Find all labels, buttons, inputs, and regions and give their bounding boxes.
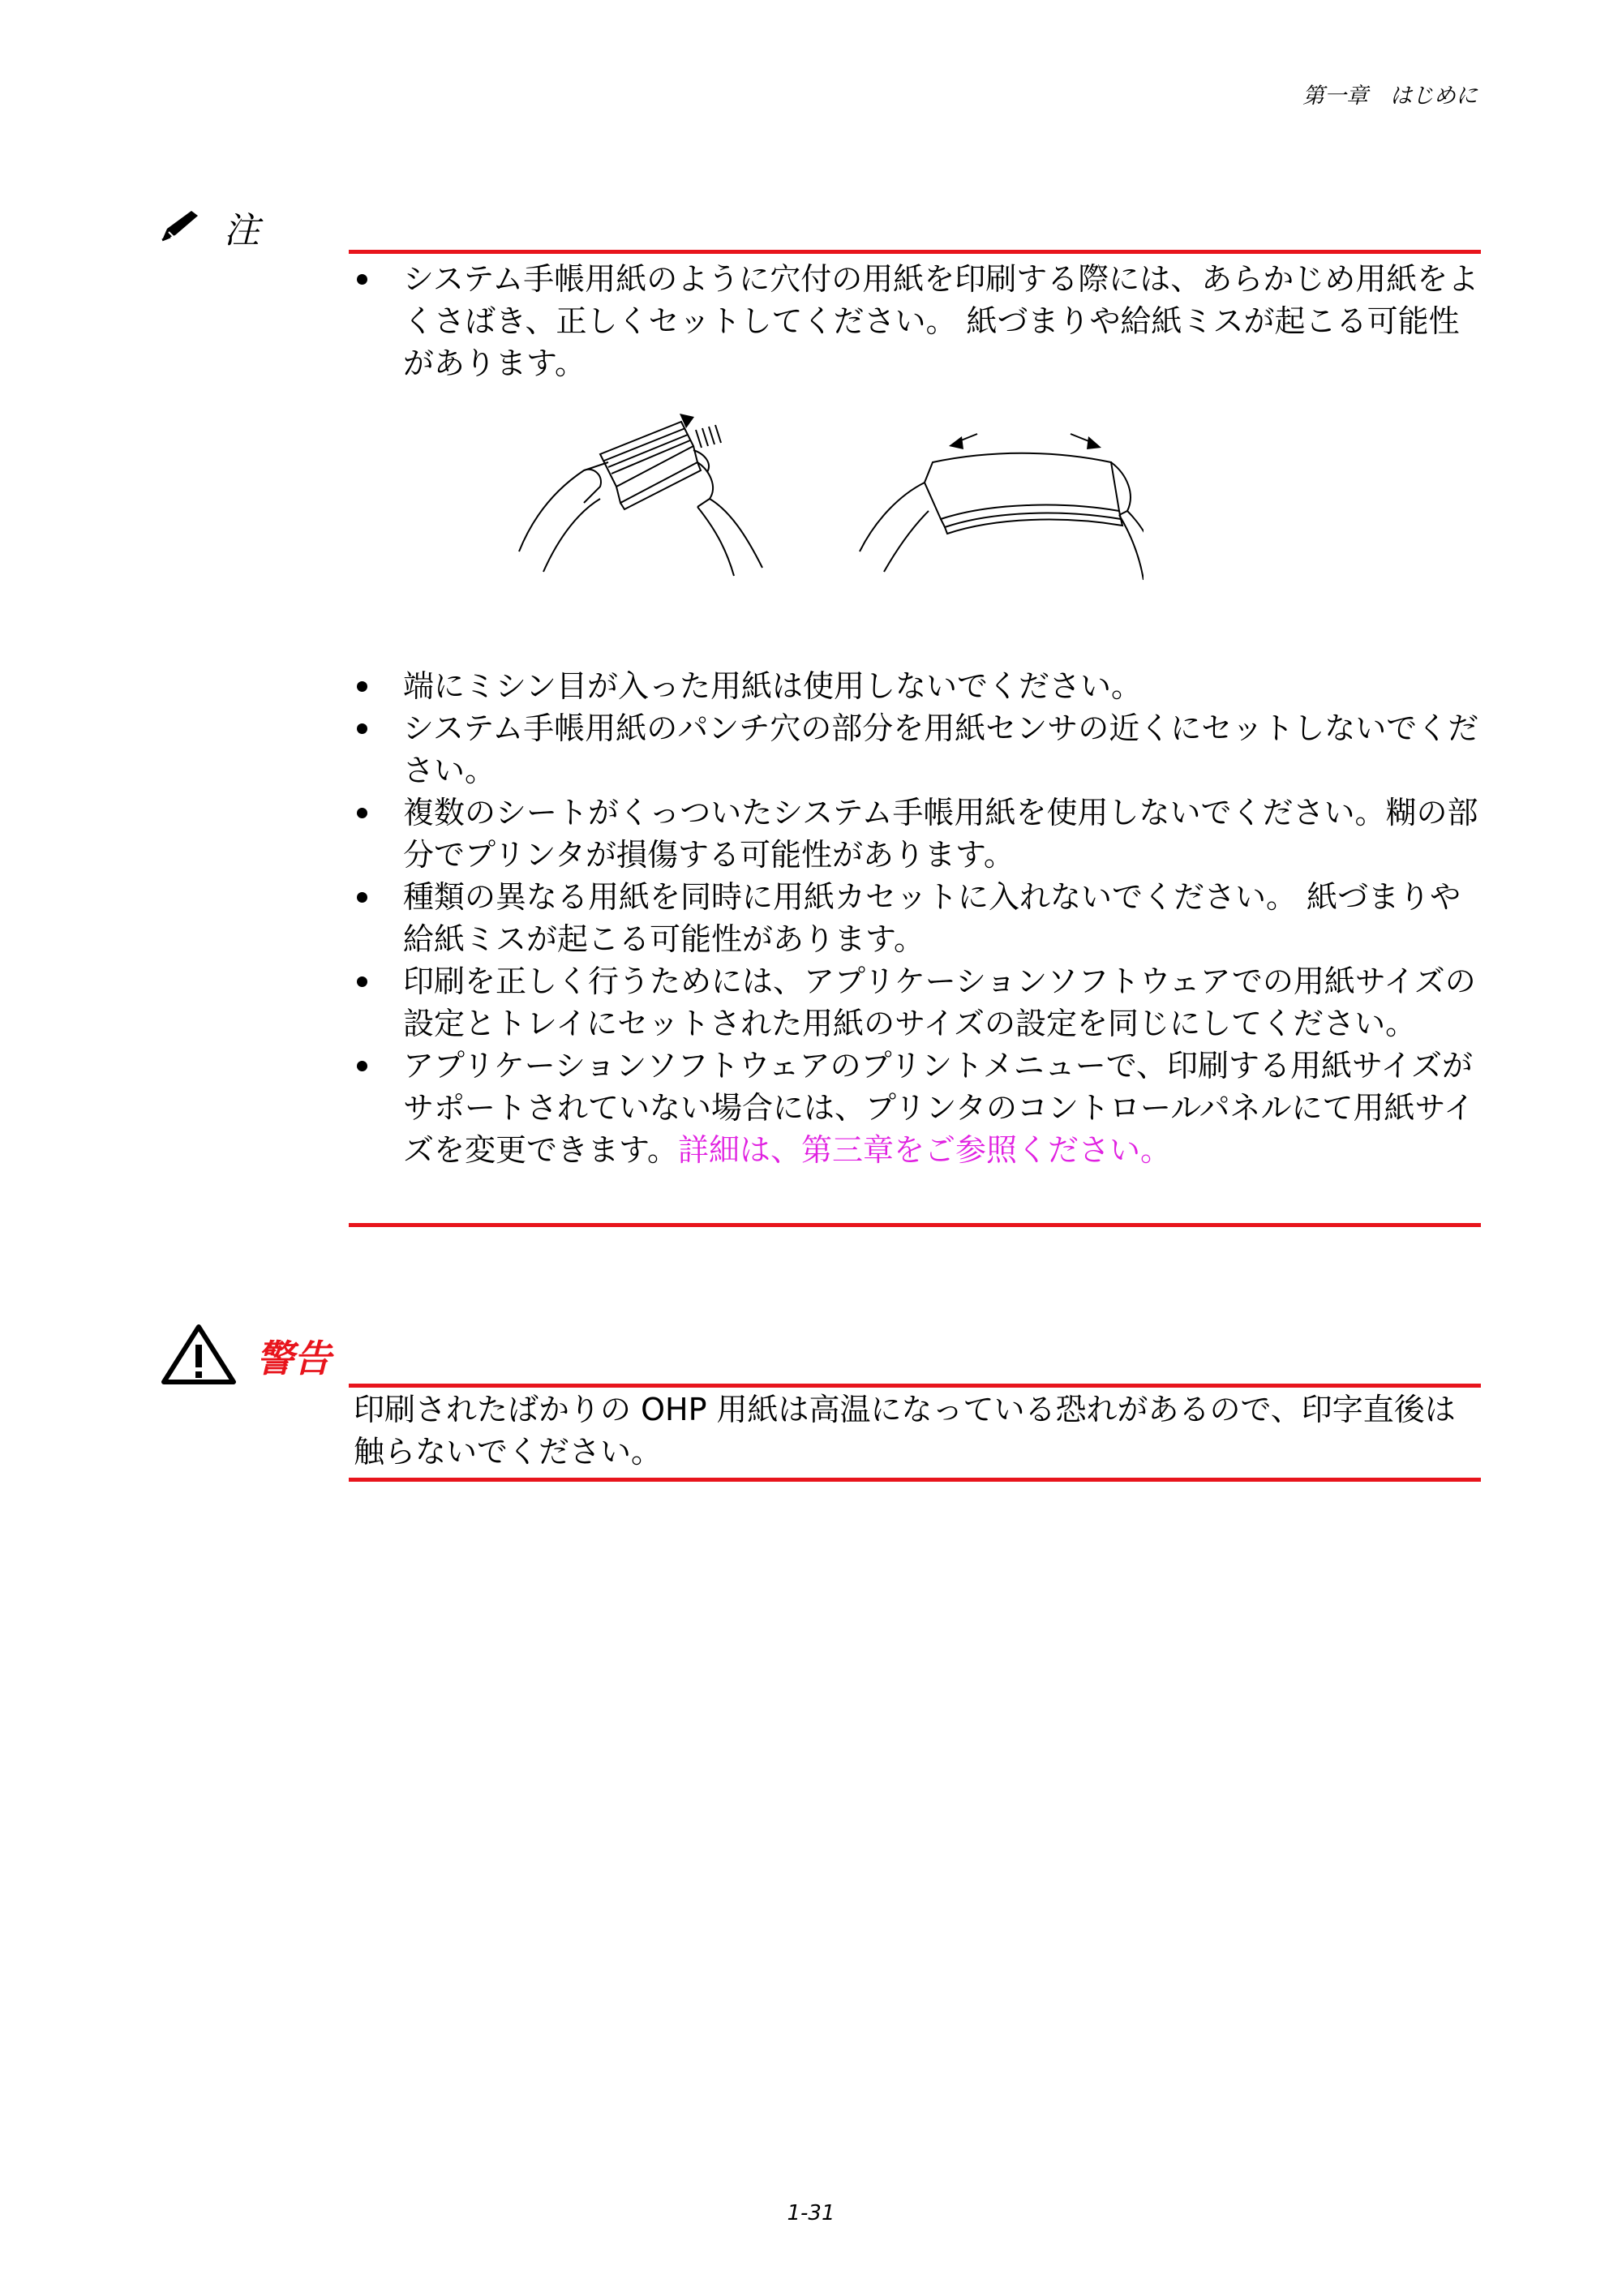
warning-heading — [159, 1322, 331, 1390]
list-item — [349, 960, 1481, 1045]
page-number: 1-31 — [787, 2201, 835, 2225]
warning-bottom-rule — [349, 1478, 1481, 1482]
fanning-paper-illustration — [503, 414, 1144, 588]
list-item — [349, 876, 1481, 960]
bullet-dot — [357, 808, 367, 818]
list-item-text: システム手帳用紙のように穴付の用紙を印刷する際には、あらかじめ用紙をよくさばき、正しくセットしてください。 紙づまりや給紙ミスが起こる可能性があります。 — [403, 261, 1479, 381]
note-top-rule — [349, 250, 1481, 254]
note-heading — [159, 201, 260, 253]
bullet-dot — [357, 723, 367, 734]
list-item — [349, 707, 1481, 792]
list-item — [349, 1045, 1481, 1171]
note-title: 注 — [224, 210, 260, 251]
bullet-dot — [357, 274, 367, 285]
warning-triangle-icon — [159, 1322, 238, 1390]
warning-title: 警告 — [256, 1337, 331, 1380]
list-item — [349, 258, 1481, 384]
list-item — [349, 792, 1481, 876]
chapter3-reference-link[interactable]: 詳細は、第三章をご参照ください。 — [677, 1132, 1171, 1168]
list-item — [349, 665, 1481, 707]
chapter-header: 第一章 はじめに — [1302, 84, 1478, 109]
bullet-dot — [357, 976, 367, 987]
list-item-text: 種類の異なる用紙を同時に用紙カセットに入れないでください。 紙づまりや給紙ミスが起こる可能性があります。 — [403, 879, 1461, 957]
note-list-bottom — [349, 665, 1481, 1171]
bullet-dot — [357, 892, 367, 903]
list-item-text: システム手帳用紙のパンチ穴の部分を用紙センサの近くにセットしないでください。 — [403, 710, 1479, 788]
pen-icon — [159, 208, 201, 247]
warning-text: 印刷されたばかりの OHP 用紙は高温になっている恐れがあるので、印字直後は触らないでください。 — [354, 1392, 1456, 1470]
bullet-dot — [357, 681, 367, 692]
warning-top-rule — [349, 1384, 1481, 1388]
list-item-text: 複数のシートがくっついたシステム手帳用紙を使用しないでください。糊の部分でプリンタが損傷する可能性があります。 — [403, 795, 1478, 873]
list-item-text: 印刷を正しく行うためには、アプリケーションソフトウェアでの用紙サイズの設定とトレイにセットされた用紙のサイズの設定を同じにしてください。 — [403, 963, 1476, 1041]
note-list-top — [349, 258, 1481, 384]
bullet-dot — [357, 1061, 367, 1071]
note-bottom-rule — [349, 1223, 1481, 1227]
list-item-text: アプリケーションソフトウェアのプリントメニューで、印刷する用紙サイズがサポートされていない場合には、プリンタのコントロールパネルにて用紙サイズを変更できます。 — [403, 1048, 1474, 1168]
list-item-text: 端にミシン目が入った用紙は使用しないでください。 — [403, 668, 1143, 704]
